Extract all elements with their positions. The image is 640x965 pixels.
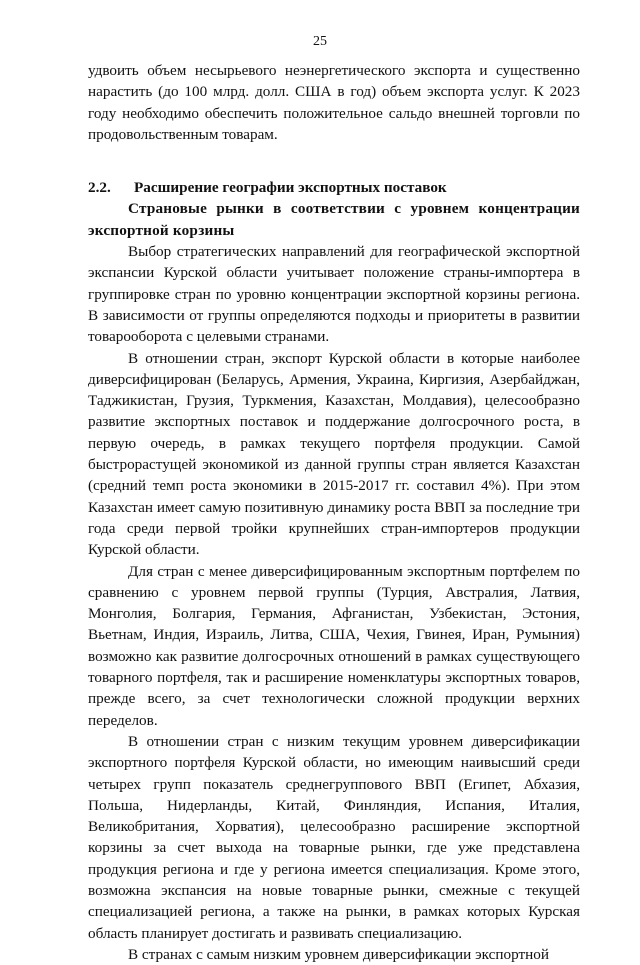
subheading: Страновые рынки в соответствии с уровнем концентрации экспортной корзины [88,200,580,239]
paragraph: Выбор стратегических направлений для географической экспортной экспансии Курской области учитывает положение страны-импортера в группировке стран по уровню концентрации экспортной корзины региона. В зависимости от группы определяются подходы и приоритеты в развитии товарооборота с целевыми странами. [88,243,580,346]
paragraph: В отношении стран, экспорт Курской области в которые наиболее диверсифицирован (Беларусь, Армения, Украина, Киргизия, Азербайджан, Таджикистан, Грузия, Туркмения, Казахстан, Молдавия), целесообразно развитие экспортных поставок и поддержание долгосрочного роста, в первую очередь, в рамках текущего портфеля продукции. Самой быстрорастущей экономикой из данной группы стран является Казахстан (средний темп роста экономики в 2015-2017 гг. составил 4%). При этом Казахстан имеет самую позитивную динамику роста ВВП за последние три года среди первой тройки крупнейших стран-импортеров продукции Курской области. [88,349,580,559]
section-number: 2.2. [88,179,111,197]
section-heading [88,177,580,198]
page-number: 25 [313,34,327,49]
section-title: Расширение географии экспортных поставок [134,179,447,197]
page-content [88,60,580,965]
paragraph: Для стран с менее диверсифицированным экспортным портфелем по сравнению с уровнем первой группы (Турция, Австралия, Латвия, Монголия, Болгария, Германия, Афганистан, Узбекистан, Эстония, Вьетнам, Индия, Израиль, Литва, США, Чехия, Гвинея, Иран, Румыния) возможно как развитие долгосрочных отношений в рамках существующего товарного портфеля, так и расширение номенклатуры экспортных товаров, прежде всего, за счет технологически сложной продукции верхних переделов. [88,562,580,729]
paragraph: В отношении стран с низким текущим уровнем диверсификации экспортного портфеля Курской области, но имеющим наивысший среди четырех групп показатель среднегруппового ВВП (Египет, Абхазия, Польша, Нидерланды, Китай, Финляндия, Испания, Италия, Великобритания, Хорватия), целесообразно расширение экспортной корзины за счет выхода на товарные рынки, где уже представлена продукция региона и где у региона имеется специализация. Кроме этого, возможна экспансия на новые товарные рынки, смежные с текущей специализацией региона, а также на рынки, в рамках которых Курская область планирует достигать и развивать специализацию. [88,732,580,942]
paragraph: В странах с самым низким уровнем диверсификации экспортной [128,945,549,963]
intro-paragraph: удвоить объем несырьевого неэнергетического экспорта и существенно нарастить (до 100 млрд. долл. США в год) объем экспорта услуг. К 2023 году необходимо обеспечить положительное сальдо внешней торговли по продовольственным товарам. [88,62,580,143]
